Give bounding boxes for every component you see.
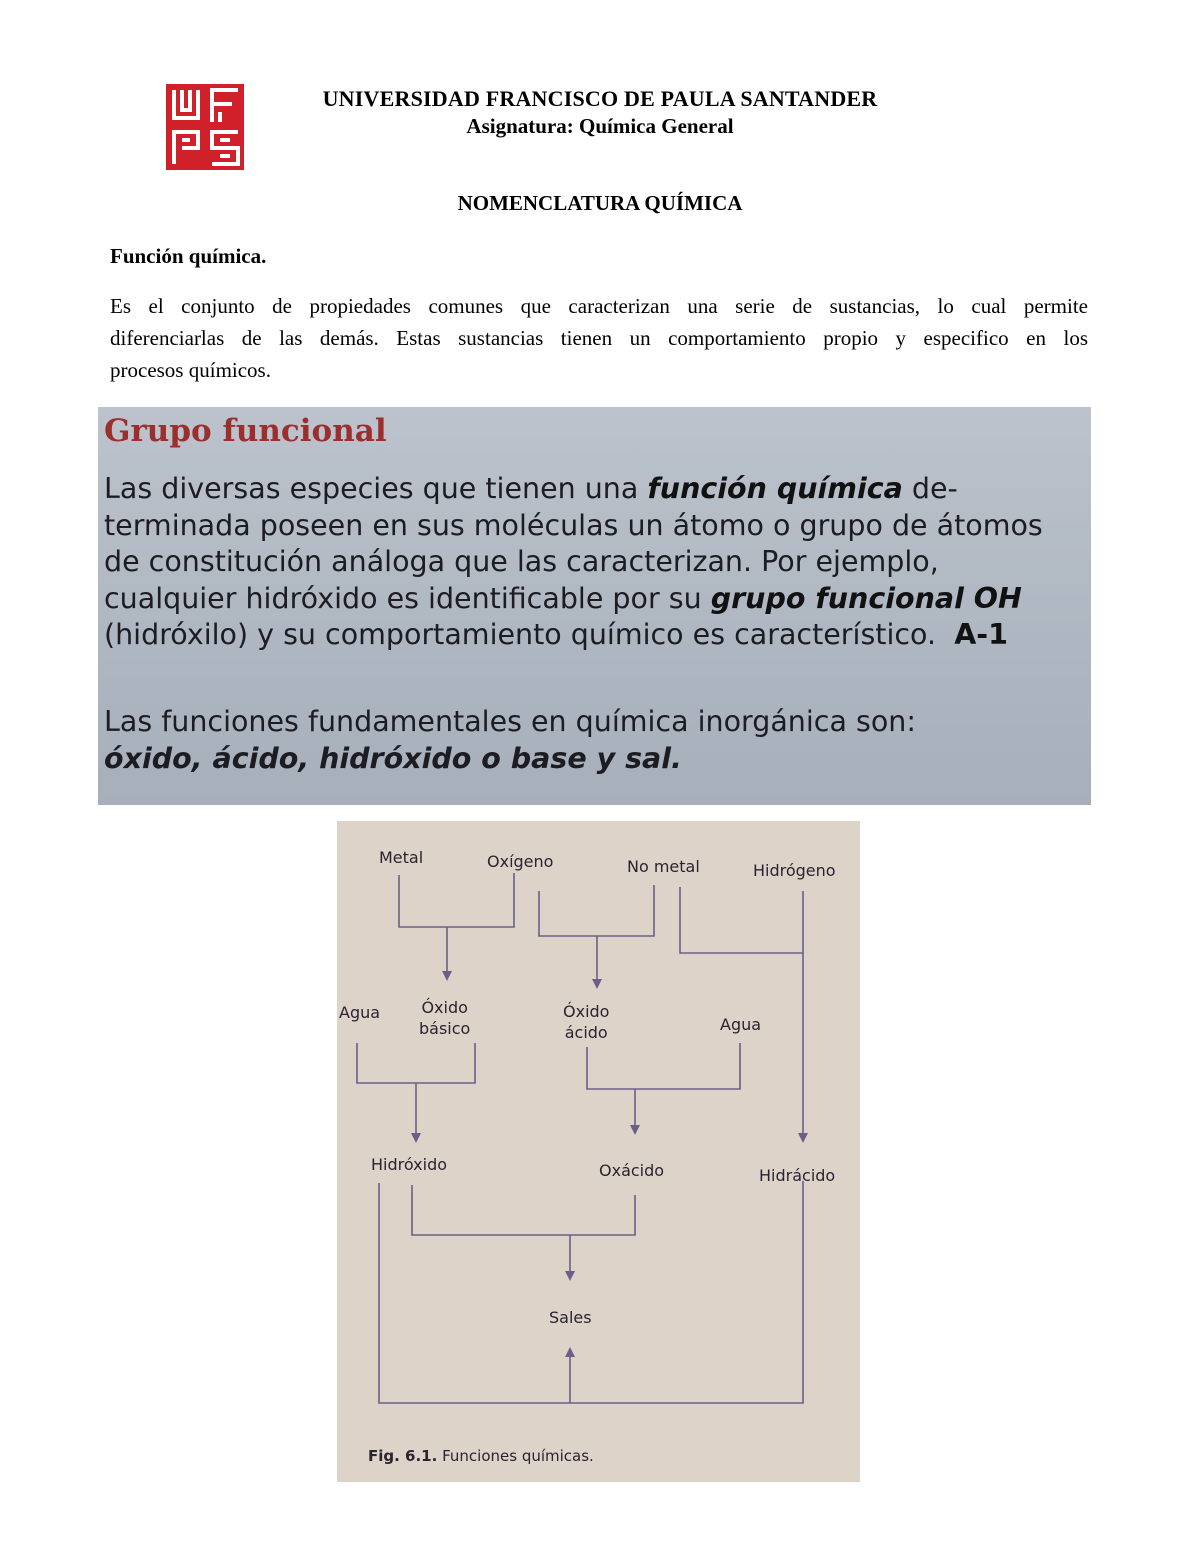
caption-label: Fig. 6.1. <box>368 1447 438 1465</box>
node-no-metal: No metal <box>627 857 700 876</box>
arrowhead <box>411 1133 421 1143</box>
emphasis-grupo-funcional: grupo funcional OH <box>710 581 1022 615</box>
connector-oxido-acido-agua <box>587 1043 740 1089</box>
connector-agua-oxido-basico <box>357 1043 475 1083</box>
connector-hidroxido-hidracido <box>379 1181 803 1403</box>
paragraph-line: Es el conjunto de propiedades comunes que caracterizan una serie de sustancias, lo cual permite <box>110 294 1088 318</box>
text-segment: Las funciones fundamentales en química inorgánica son: <box>104 705 916 738</box>
arrowhead <box>565 1271 575 1281</box>
arrowhead <box>798 1133 808 1143</box>
subject-line: Asignatura: Química General <box>466 114 734 138</box>
text-segment: de-terminada poseen en sus moléculas un átomo o grupo de átomos de constitución análoga que las caracterizan. Por ejemplo, cualquier hidróxido es identificable por su <box>104 472 1043 615</box>
caption-text: Funciones químicas. <box>437 1447 594 1465</box>
text-segment: Las diversas especies que tienen una <box>104 472 648 505</box>
paragraph-line: procesos químicos. <box>110 358 271 382</box>
connector-oxigeno-nometal <box>539 885 654 936</box>
grupo-funcional-text <box>104 471 1074 654</box>
grupo-funcional-scan <box>98 407 1091 805</box>
funciones-quimicas-diagram <box>337 821 860 1482</box>
node-metal: Metal <box>379 848 424 867</box>
node-label-line: básico <box>419 1019 471 1038</box>
document-title: NOMENCLATURA QUÍMICA <box>457 191 743 215</box>
grupo-funcional-title: Grupo funcional <box>104 413 387 449</box>
arrowhead <box>565 1347 575 1357</box>
diagram-connectors <box>337 821 860 1482</box>
node-label-line: ácido <box>564 1023 608 1042</box>
arrowhead <box>592 979 602 989</box>
figure-caption <box>368 1447 594 1465</box>
arrowhead <box>630 1125 640 1135</box>
node-oxido-basico <box>419 997 470 1039</box>
connector-metal-oxigeno <box>399 873 514 927</box>
node-label-line: Óxido <box>421 998 468 1017</box>
funciones-fundamentales-text <box>104 704 1079 777</box>
connector-hidroxido-oxacido <box>412 1185 635 1235</box>
node-agua-1: Agua <box>339 1003 381 1022</box>
node-label-line: Óxido <box>563 1002 610 1021</box>
reference-label: A-1 <box>954 618 1008 651</box>
node-agua-2: Agua <box>720 1015 762 1034</box>
node-hidroxido: Hidróxido <box>371 1155 448 1174</box>
section-heading: Función química. <box>110 244 267 268</box>
text-segment: (hidróxilo) y su comportamiento químico es característico. <box>104 618 937 651</box>
node-oxacido: Oxácido <box>599 1161 665 1180</box>
node-oxido-acido <box>563 1001 609 1043</box>
university-name: UNIVERSIDAD FRANCISCO DE PAULA SANTANDER <box>322 86 878 111</box>
emphasis-funcion-quimica: función química <box>647 472 903 505</box>
connector-nometal-hidrogeno <box>680 887 803 953</box>
node-hidrogeno: Hidrógeno <box>753 861 836 880</box>
definition-paragraph <box>110 290 1088 386</box>
node-oxigeno: Oxígeno <box>487 852 554 871</box>
emphasis-funciones: óxido, ácido, hidróxido o base y sal. <box>104 741 682 775</box>
paragraph-line: diferenciarlas de las demás. Estas sustancias tienen un comportamiento propio y especifico en los <box>110 326 1088 350</box>
node-hidracido: Hidrácido <box>759 1166 836 1185</box>
node-sales: Sales <box>549 1308 592 1327</box>
arrowhead <box>442 971 452 981</box>
